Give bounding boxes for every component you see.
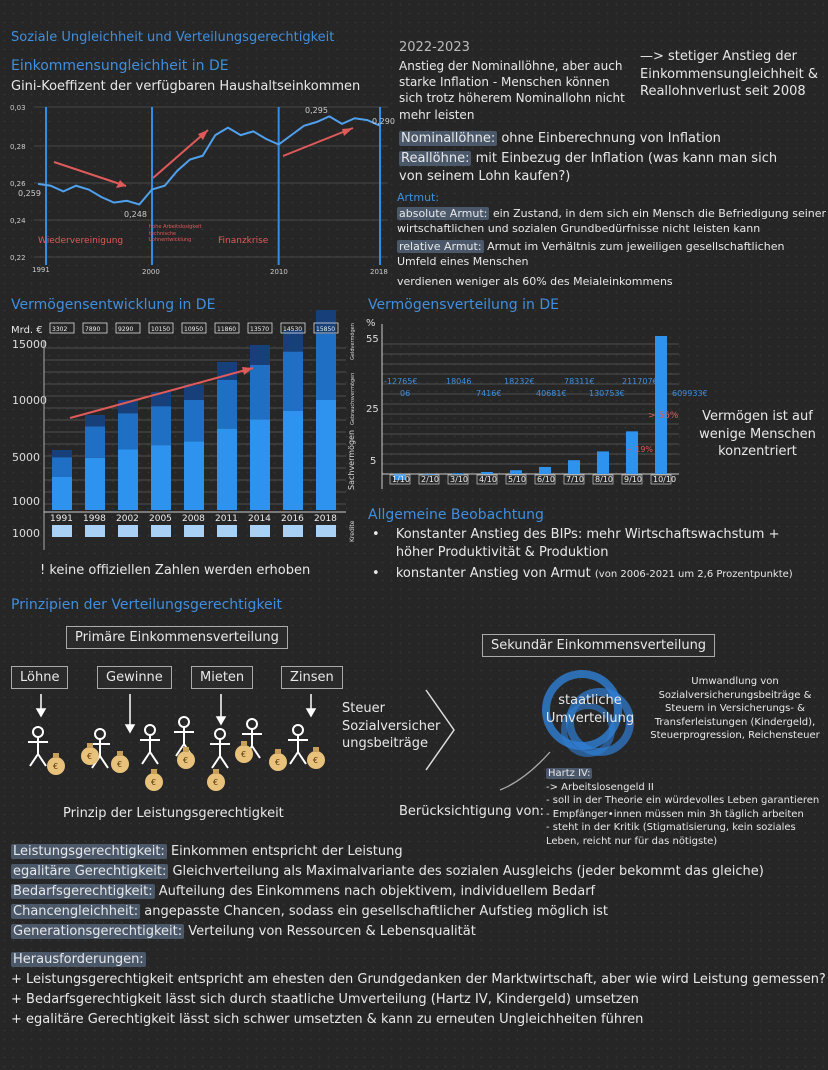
term-relative-armut: relative Armut:: [399, 240, 482, 253]
term-real: Reallöhne:: [401, 151, 470, 166]
y-tick: 0,24: [10, 217, 26, 225]
definition-text: Aufteilung des Einkommens nach objektivem, individuellem Bedarf: [158, 884, 596, 899]
bar-sachvermoegen: [151, 445, 171, 510]
bar-sachvermoegen: [283, 411, 303, 510]
people-illustration: [8, 690, 348, 800]
definition-term: egalitäre Gerechtigkeit:: [13, 864, 167, 879]
person-icon: [140, 725, 160, 764]
bar-kredite: [217, 525, 237, 537]
beruecksichtigung-label: Berücksichtigung von:: [399, 804, 545, 819]
x-tick: 2016: [281, 514, 304, 524]
money-bag-icon: [145, 769, 163, 791]
definition-term: Leistungsgerechtigkeit:: [13, 844, 165, 859]
annotation-top: > 56%: [648, 411, 679, 421]
bar-geldvermoegen: [52, 450, 72, 457]
def-absolute-armut: ein Zustand, in dem sich ein Mensch die Befriedigung seiner wirtschaftlichen und sozialen Grundbedürfnisse nicht leisten kann: [397, 207, 827, 235]
x-tick: 2018: [370, 268, 388, 276]
x-tick: 1991: [32, 266, 50, 274]
bar-geldvermoegen: [85, 415, 105, 426]
bar-gebrauchsvermoegen: [217, 380, 237, 429]
bar-kredite: [184, 525, 204, 537]
bar-decile: [597, 451, 609, 474]
svg-text:€: €: [117, 760, 123, 769]
vermoegen-heading: Vermögensentwicklung in DE: [11, 297, 216, 313]
top-label: 15850: [316, 326, 336, 333]
y-tick: 0,28: [10, 143, 26, 151]
label-kredite: Kredite: [349, 520, 356, 542]
value-label: 40681€: [536, 389, 567, 398]
gini-subheading: Gini-Koeffizent der verfügbaren Haushaltseinkommen: [11, 79, 361, 94]
bar-gebrauchsvermoegen: [151, 406, 171, 445]
box-zinsen: Zinsen: [281, 666, 343, 689]
trend-arrow-up: [153, 130, 208, 178]
relative-armut-detail: verdienen weniger als 60% des Meialeinkommens: [397, 275, 673, 288]
beobachtung-bip: Konstanter Anstieg des BIPs: mehr Wirtschaftswachstum + höher Produktivität & Produktion: [395, 527, 780, 560]
box-loehne: Löhne: [11, 666, 68, 689]
gini-label-low: 0,248: [124, 210, 147, 219]
x-tick: 2/10: [421, 475, 439, 484]
hartz-item: - Empfänger•innen müssen min 3h täglich arbeiten: [546, 808, 804, 820]
def-nominal: ohne Einberechnung von Inflation: [501, 131, 721, 146]
definitions-list: [11, 842, 764, 942]
x-tick: 2014: [248, 514, 271, 524]
bar-kredite: [85, 525, 105, 537]
svg-text:€: €: [151, 778, 157, 787]
svg-text:€: €: [183, 756, 189, 765]
bar-decile: [510, 470, 522, 474]
person-icon: [210, 729, 230, 768]
definition-item: [11, 882, 764, 902]
bar-gebrauchsvermoegen: [283, 352, 303, 411]
bar-kredite: [52, 525, 72, 537]
conclusion-text: —> stetiger Anstieg der Einkommensungleichheit & Reallohnverlust seit 2008: [640, 49, 818, 100]
definition-term: Generationsgerechtigkeit:: [13, 924, 183, 939]
vermoegen-unit: Mrd. €: [11, 325, 43, 336]
x-tick: 2008: [182, 514, 205, 524]
primaer-label: Primäre Einkommensverteilung: [66, 626, 288, 649]
person-icon: [28, 727, 48, 766]
gini-label-end: 0,290: [372, 117, 395, 126]
bar-gebrauchsvermoegen: [184, 400, 204, 441]
sekundaer-label: Sekundär Einkommensverteilung: [482, 634, 715, 657]
bar-decile: [568, 460, 580, 474]
gini-label-peak: 0,295: [305, 106, 328, 115]
x-tick: 2018: [314, 514, 337, 524]
svg-text:€: €: [241, 750, 247, 759]
term-absolute-armut: absolute Armut:: [399, 207, 488, 220]
definition-text: angepasste Chancen, sodass ein gesellschaftlicher Aufstieg möglich ist: [144, 904, 609, 919]
bar-sachvermoegen: [52, 477, 72, 510]
distribution-chart: [364, 314, 708, 489]
chevron-right-icon: [420, 688, 460, 773]
definition-term: Bedarfsgerechtigkeit:: [13, 884, 153, 899]
box-gewinne: Gewinne: [97, 666, 172, 689]
x-tick: 3/10: [450, 475, 468, 484]
challenge-item: + egalitäre Gerechtigkeit lässt sich schwer umsetzten & kann zu erneuten Ungleichheiten führen: [11, 1012, 644, 1027]
label-sachvermoegen: Sachvermögen: [347, 429, 356, 490]
bar-sachvermoegen: [250, 419, 270, 510]
value-label: 78311€: [564, 377, 595, 386]
event-finanzkrise: Finanzkrise: [218, 236, 269, 246]
challenges-heading: Herausforderungen:: [13, 952, 144, 967]
gini-label-start: 0,259: [18, 189, 41, 198]
money-bag-icon: [207, 769, 225, 791]
bar-kredite: [283, 525, 303, 537]
challenges: [11, 950, 826, 1030]
annotation-mid: ~ 19%: [626, 445, 654, 454]
bar-sachvermoegen: [85, 458, 105, 510]
bar-sachvermoegen: [217, 429, 237, 510]
definition-text: Gleichverteilung als Maximalvariante des sozialen Ausgleichs (jeder bekommt das gleiche): [172, 864, 764, 879]
x-tick: 1/10: [392, 475, 410, 484]
y-tick: 5: [370, 456, 377, 467]
hartz-item: - steht in der Kritik (Stigmatisierung, kein soziales Leben, reicht nur für das nötigste): [546, 822, 796, 847]
y-tick: 10000: [12, 394, 47, 407]
umwandlung-text: Umwandlung von Sozialversicherungsbeiträge & Steuern in Versicherungs- & Transferleistungen (Kindergeld), Steuerprogression, Reichensteuer: [650, 676, 820, 741]
top-label: 11860: [217, 326, 237, 333]
wealth-chart: [8, 320, 368, 550]
value-label: 609933€: [672, 389, 708, 398]
definition-text: Einkommen entspricht der Leistung: [170, 844, 403, 859]
y-tick: 0,03: [10, 104, 26, 112]
prinzipien-heading: Prinzipien der Verteilungsgerechtigkeit: [11, 597, 283, 613]
value-label: 7416€: [476, 389, 502, 398]
y-unit: %: [366, 318, 376, 329]
bar-sachvermoegen: [316, 400, 336, 510]
box-mieten: Mieten: [191, 666, 253, 689]
money-bag-icon: [111, 751, 129, 773]
money-bag-icon: [81, 743, 99, 765]
value-label: 18232€: [504, 377, 535, 386]
x-tick: 2000: [142, 268, 160, 276]
value-label: 18046: [446, 377, 472, 386]
bar-kredite: [250, 525, 270, 537]
trend-arrow-up: [283, 128, 353, 156]
event-wiedervereinigung: Wiedervereinigung: [38, 236, 124, 246]
svg-text:€: €: [313, 756, 319, 765]
x-tick: 6/10: [537, 475, 555, 484]
top-label: 10950: [184, 326, 204, 333]
y-tick: 1000: [12, 495, 40, 508]
bar-sachvermoegen: [184, 441, 204, 510]
bar-geldvermoegen: [184, 385, 204, 400]
top-label: 13570: [250, 326, 270, 333]
bar-decile: [655, 336, 667, 474]
y-tick: 0,26: [10, 180, 26, 188]
def-real: mit Einbezug der Inflation (was kann man sich von seinem Lohn kaufen?): [399, 151, 778, 184]
definition-item: [11, 862, 764, 882]
event-arbeitslosigkeit: hohe Arbeitslosigkeit technische Lohnentwicklung: [149, 224, 202, 243]
beobachtung-armut-detail: (von 2006-2021 um 2,6 Prozentpunkte): [594, 569, 793, 580]
x-tick: 2010: [270, 268, 288, 276]
beobachtung-armut: konstanter Anstieg von Armut: [395, 566, 591, 581]
verteilung-heading: Vermögensverteilung in DE: [368, 297, 559, 313]
x-tick: 4/10: [479, 475, 497, 484]
bar-gebrauchsvermoegen: [316, 334, 336, 400]
person-icon: [288, 725, 308, 764]
definition-text: Verteilung von Ressourcen & Lebensqualität: [188, 924, 476, 939]
staatliche-umverteilung: staatliche Umverteilung: [545, 693, 635, 726]
bullet: •: [372, 527, 380, 542]
y-tick: 25: [366, 404, 379, 415]
bar-decile: [539, 467, 551, 474]
x-tick: 9/10: [624, 475, 642, 484]
x-tick: 7/10: [566, 475, 584, 484]
bar-gebrauchsvermoegen: [52, 457, 72, 477]
x-tick: 5/10: [508, 475, 526, 484]
hartz-item: - soll in der Theorie ein würdevolles Leben garantieren: [546, 795, 820, 806]
y-tick: 55: [366, 334, 379, 345]
svg-text:€: €: [213, 778, 219, 787]
value-label: -12765€: [384, 377, 418, 386]
value-label: 211707€: [622, 377, 658, 386]
gini-chart: [8, 100, 395, 282]
trend-arrow-down: [54, 162, 126, 186]
beobachtung-heading: Allgemeine Beobachtung: [368, 507, 544, 523]
x-tick: 10/10: [653, 475, 677, 484]
x-tick: 2011: [215, 514, 238, 524]
bar-gebrauchsvermoegen: [250, 365, 270, 419]
label-gebrauchsvermoegen: Gebrauchsvermögen: [350, 372, 356, 425]
bullet: •: [372, 566, 380, 581]
steuer-label: Steuer Sozialversicher ungsbeiträge: [342, 701, 441, 752]
money-bag-icon: [269, 749, 287, 771]
bar-kredite: [118, 525, 138, 537]
bar-gebrauchsvermoegen: [118, 413, 138, 449]
y-tick: 5000: [12, 451, 40, 464]
x-tick: 8/10: [595, 475, 613, 484]
value-label: 06: [400, 389, 411, 398]
hartz-item: -> Arbeitslosengeld II: [546, 781, 654, 793]
distribution-conclusion: Vermögen ist auf wenige Menschen konzentriert: [699, 409, 816, 460]
term-nominal: Nominallöhne:: [401, 131, 496, 146]
year-range: 2022-2023: [399, 40, 470, 55]
challenge-item: + Leistungsgerechtigkeit entspricht am ehesten den Grundgedanken der Marktwirtschaft, aber wie wird Leistung gemessen?: [11, 972, 826, 987]
trend-arrow-head: [342, 128, 353, 136]
definition-item: [11, 922, 764, 942]
top-label: 3302: [52, 326, 68, 333]
hartz-title: Hartz IV:: [548, 768, 591, 779]
x-tick: 1991: [50, 514, 73, 524]
bar-decile: [481, 472, 493, 474]
top-label: 10150: [151, 326, 171, 333]
definition-term: Chancengleichheit:: [13, 904, 139, 919]
value-label: 130753€: [589, 389, 625, 398]
y-tick: 0,22: [10, 254, 26, 262]
bar-geldvermoegen: [250, 345, 270, 365]
definition-item: [11, 842, 764, 862]
bar-gebrauchsvermoegen: [85, 426, 105, 457]
bar-kredite: [316, 525, 336, 537]
x-tick: 2005: [149, 514, 172, 524]
y-tick: 15000: [12, 338, 47, 351]
bar-kredite: [151, 525, 171, 537]
money-bag-icon: [307, 747, 325, 769]
gini-series-line: [38, 116, 380, 204]
armut-heading: Artmut:: [397, 191, 440, 204]
money-bag-icon: [47, 753, 65, 775]
x-tick: 1998: [83, 514, 106, 524]
bar-sachvermoegen: [118, 450, 138, 511]
top-label: 14530: [283, 326, 303, 333]
def-relative-armut: Armut im Verhältnis zum jeweiligen gesellschaftlichen Umfeld eines Menschen: [397, 240, 785, 268]
svg-text:€: €: [53, 762, 59, 771]
inflation-text: Anstieg der Nominallöhne, aber auch starke Inflation - Menschen können sich trotz höherem Nominallohn nicht mehr leisten: [399, 59, 625, 122]
top-label: 9290: [118, 326, 134, 333]
gini-heading: Einkommensungleichheit in DE: [11, 58, 229, 74]
y-tick: 1000: [12, 527, 40, 540]
label-geldvermoegen: Geldvermögen: [350, 323, 356, 360]
money-bag-icon: [235, 741, 253, 763]
challenge-item: + Bedarfsgerechtigkeit lässt sich durch staatliche Umverteilung (Hartz IV, Kindergeld) umsetzen: [11, 992, 639, 1007]
svg-text:€: €: [275, 758, 281, 767]
page-title: Soziale Ungleichheit und Verteilungsgerechtigkeit: [11, 30, 335, 45]
top-label: 7890: [85, 326, 101, 333]
x-tick: 2002: [116, 514, 139, 524]
leistung-principle: Prinzip der Leistungsgerechtigkeit: [63, 806, 284, 821]
wealth-note: ! keine offiziellen Zahlen werden erhoben: [40, 563, 311, 578]
definition-item: [11, 902, 764, 922]
svg-text:€: €: [87, 752, 93, 761]
